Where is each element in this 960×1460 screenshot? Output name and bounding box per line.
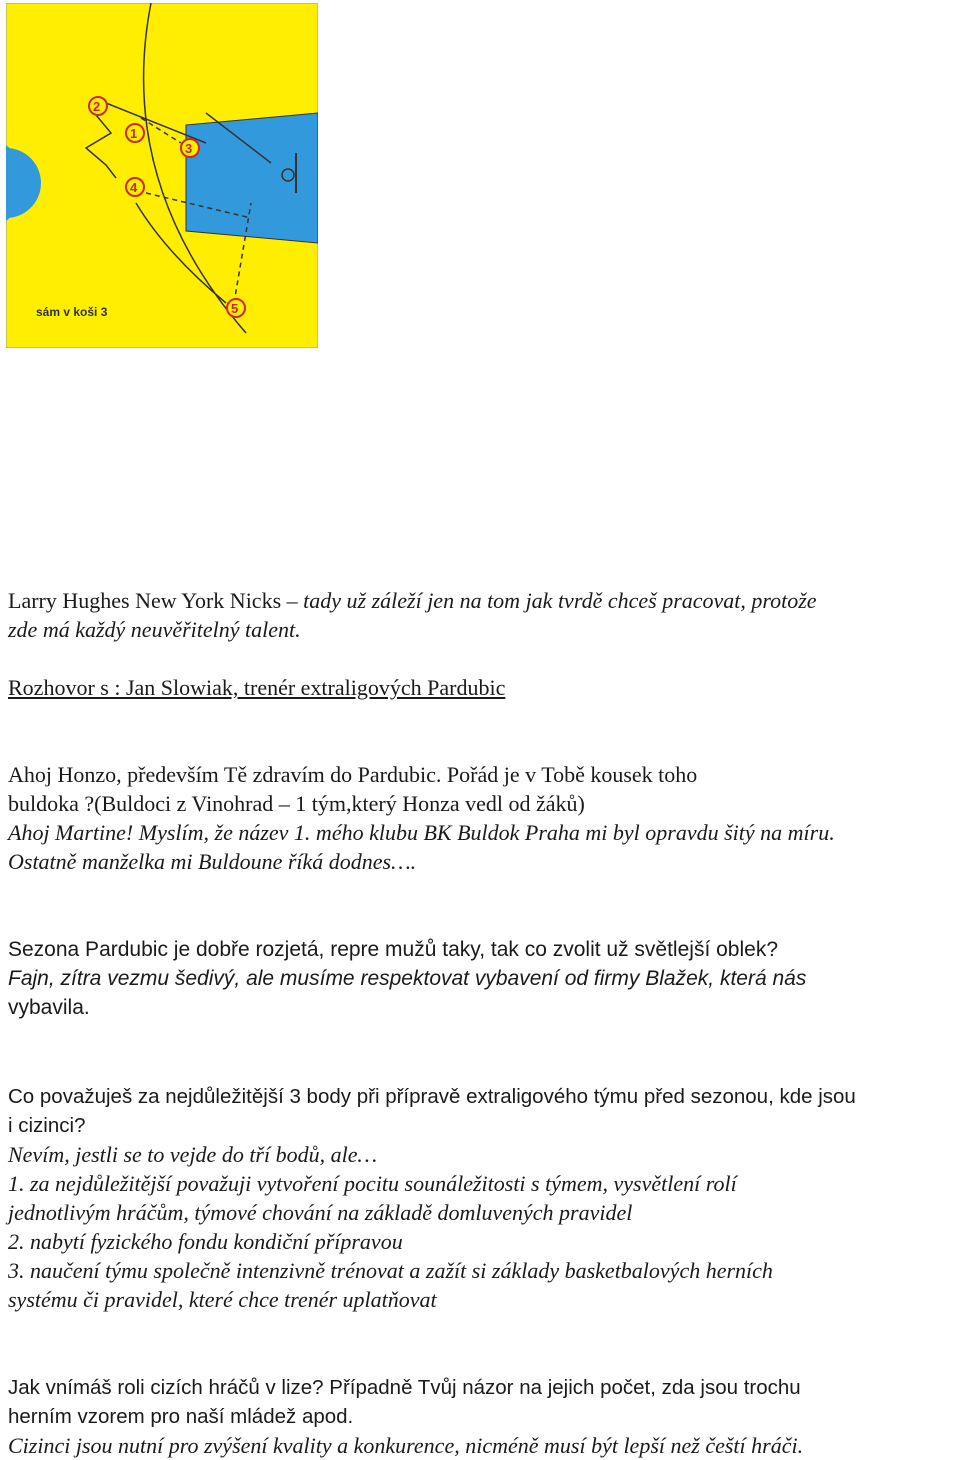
question-3-line-1: Co považuješ za nejdůležitější 3 body při přípravě extraligového týmu před sezonou, kde jsou [8, 1085, 856, 1108]
basketball-play-diagram [6, 3, 318, 348]
intro-quote-line-1: tady už záleží jen na tom jak tvrdě chceš pracovat, protože [303, 588, 817, 613]
intro-quote [8, 586, 960, 644]
question-3-line-2: i cizinci? [8, 1114, 86, 1137]
player-number-3: 3 [185, 141, 193, 156]
answer-1-line-1: Ahoj Martine! Myslím, že název 1. mého klubu BK Buldok Praha mi byl opravdu šitý na míru. [8, 820, 835, 845]
answer-3-point-1-line-1: 1. za nejdůležitější považuji vytvoření pocitu sounáležitosti s týmem, vysvětlení rolí [8, 1171, 737, 1196]
player-number-2: 2 [93, 99, 101, 114]
player-number-1: 1 [130, 126, 138, 141]
intro-name: Larry Hughes New York Nicks – [8, 588, 304, 613]
question-3 [8, 1082, 960, 1140]
player-number-4: 4 [130, 180, 138, 195]
answer-3-intro: Nevím, jestli se to vejde do tří bodů, ale… [8, 1142, 378, 1167]
player-marker-1 [126, 124, 144, 142]
answer-1-line-2: Ostatně manželka mi Buldoune říká dodnes…. [8, 849, 417, 874]
answer-2 [8, 964, 960, 1022]
answer-4: Cizinci jsou nutní pro zvýšení kvality a konkurence, nicméně musí být lepší než čeští hráči. [8, 1433, 804, 1458]
answer-3-point-2: 2. nabytí fyzického fondu kondiční přípravou [8, 1229, 403, 1254]
question-1-line-1: Ahoj Honzo, především Tě zdravím do Pardubic. Pořád je v Tobě kousek toho [8, 762, 698, 787]
player-marker-2 [89, 97, 107, 115]
question-4-line-2: herním vzorem pro naší mládež apod. [8, 1405, 354, 1428]
answer-3-point-3-line-1: 3. naučení týmu společně intenzivně trénovat a zažít si základy basketbalových herních [8, 1258, 773, 1283]
interview-heading: Rozhovor s : Jan Slowiak, trenér extraligových Pardubic [8, 675, 506, 700]
answer-3-point-1-line-2: jednotlivým hráčům, týmové chování na základě domluvených pravidel [8, 1200, 633, 1225]
question-2: Sezona Pardubic je dobře rozjetá, repre mužů taky, tak co zvolit už světlejší oblek? [8, 938, 778, 961]
answer-2-line-2: vybavila. [8, 996, 90, 1019]
diagram-caption: sám v koši 3 [36, 305, 108, 319]
answer-2-line-1: Fajn, zítra vezmu šedivý, ale musíme respektovat vybavení od firmy Blažek, která nás [8, 967, 807, 990]
question-4-line-1: Jak vnímáš roli cizích hráčů v lize? Případně Tvůj názor na jejich počet, zda jsou trochu [8, 1376, 801, 1399]
player-marker-5 [227, 299, 245, 317]
question-1 [8, 760, 960, 818]
question-1-line-2: buldoka ?(Buldoci z Vinohrad – 1 tým,který Honza vedl od žáků) [8, 791, 585, 816]
player-marker-4 [126, 178, 144, 196]
player-number-5: 5 [231, 301, 239, 316]
answer-3-point-3-line-2: systému či pravidel, které chce trenér uplatňovat [8, 1287, 437, 1312]
answer-3 [8, 1140, 960, 1314]
paint-area [186, 113, 318, 243]
player-marker-3 [181, 139, 199, 157]
question-4 [8, 1373, 960, 1431]
intro-quote-line-2: zde má každý neuvěřitelný talent. [8, 617, 301, 642]
answer-1 [8, 818, 960, 876]
